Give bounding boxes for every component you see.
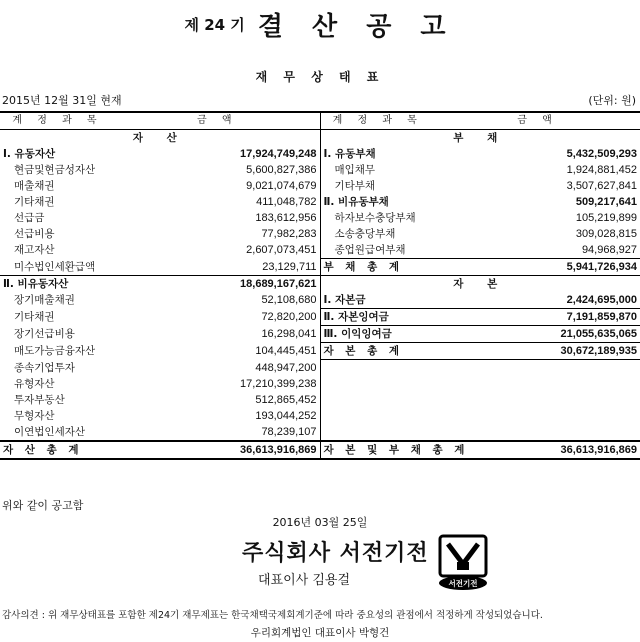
- section-header: 자 본: [320, 276, 640, 293]
- account-amount: 5,432,509,293: [566, 148, 637, 160]
- account-amount: 18,689,167,621: [115, 276, 320, 293]
- empty-cell: [320, 408, 435, 424]
- table-row: [0, 242, 640, 259]
- account-name: Ⅱ. 자본잉여금: [320, 309, 435, 326]
- account-name: 기타부채: [320, 178, 435, 194]
- table-row: [0, 130, 640, 147]
- fiscal-period: 제 24 기: [184, 16, 245, 34]
- account-name: 현금및현금성자산: [14, 164, 96, 176]
- table-row: [0, 424, 640, 441]
- account-name: 종속기업투자: [14, 361, 75, 374]
- account-amount: 17,210,399,238: [240, 378, 317, 390]
- account-amount: 17,924,749,248: [240, 148, 317, 160]
- account-name: Ⅰ. 유동자산: [3, 148, 56, 160]
- account-name: 투자부동산: [14, 394, 65, 406]
- announcement-title: [0, 6, 640, 42]
- table-row: [0, 309, 640, 326]
- col-header-account: 계 정 과 목: [0, 112, 115, 130]
- table-row: [0, 276, 640, 293]
- col-header-amount: 금 액: [435, 112, 640, 130]
- account-amount: 52,108,680: [261, 294, 317, 307]
- company-seal-logo: [437, 534, 489, 590]
- col-header-account: 계 정 과 목: [320, 112, 435, 130]
- table-row: [0, 292, 640, 309]
- seal-text: 서전기전: [448, 579, 478, 588]
- account-name: 유형자산: [14, 378, 55, 390]
- col-header-amount: 금 액: [115, 112, 320, 130]
- account-amount: 104,445,451: [255, 345, 317, 357]
- asset-total-amount: 36,613,916,869: [115, 441, 320, 459]
- account-name: 매출채권: [14, 180, 55, 192]
- table-row: [0, 392, 640, 408]
- account-amount: 2,424,695,000: [566, 294, 637, 306]
- account-amount: 78,239,107: [261, 426, 317, 438]
- account-amount: 309,028,815: [575, 228, 637, 240]
- table-row: [0, 146, 640, 162]
- statement-title: 재 무 상 태 표: [255, 70, 385, 84]
- account-amount: 512,865,452: [255, 394, 317, 406]
- account-amount: 183,612,956: [255, 212, 317, 224]
- account-amount: 411,048,782: [256, 196, 317, 208]
- account-name: Ⅲ. 이익잉여금: [320, 326, 435, 343]
- account-name: 기타채권: [14, 311, 55, 323]
- total-label: 부 채 총 계: [320, 259, 435, 276]
- table-row: [0, 343, 640, 360]
- account-amount: 7,191,859,870: [435, 309, 640, 326]
- empty-cell: [435, 360, 640, 377]
- table-row: [0, 376, 640, 392]
- account-amount: 193,044,252: [255, 410, 317, 422]
- closing-text: 위와 같이 공고함: [2, 499, 84, 512]
- table-row: [0, 210, 640, 226]
- company-name: 주식회사 서전기전: [242, 541, 429, 566]
- grand-total-row: [0, 441, 640, 459]
- table-header-row: [0, 112, 640, 130]
- account-name: Ⅱ. 비유동부채: [320, 194, 435, 210]
- empty-cell: [435, 408, 640, 424]
- empty-cell: [435, 376, 640, 392]
- table-row: [0, 226, 640, 242]
- total-amount: 5,941,726,934: [435, 259, 640, 276]
- account-name: 매도가능금융자산: [14, 345, 96, 357]
- empty-cell: [320, 376, 435, 392]
- auditor-signature: 우리회계법인 대표이사 박형건: [250, 627, 390, 639]
- account-name: 장기선급비용: [14, 328, 75, 340]
- table-row: [0, 408, 640, 424]
- account-name: Ⅰ. 유동부채: [320, 146, 435, 162]
- table-row: [0, 194, 640, 210]
- table-row: [0, 326, 640, 343]
- account-name: 기타채권: [14, 196, 55, 208]
- empty-cell: [320, 392, 435, 408]
- account-name: Ⅱ. 비유동자산: [0, 276, 115, 293]
- account-amount: 5,600,827,386: [246, 164, 317, 176]
- account-name: 이연법인세자산: [14, 426, 86, 438]
- account-amount: 72,820,200: [261, 311, 317, 323]
- account-amount: 21,055,635,065: [435, 326, 640, 343]
- asset-total-label: 자 산 총 계: [0, 441, 115, 459]
- table-row: [0, 259, 640, 276]
- account-amount: 94,968,927: [581, 244, 637, 256]
- account-name: 선급비용: [14, 228, 55, 240]
- empty-cell: [435, 392, 640, 408]
- unit-label: (단위: 원): [588, 94, 636, 107]
- page-title: 결 산 공 고: [257, 12, 456, 42]
- account-name: 선급금: [14, 212, 45, 224]
- grand-total-amount: 36,613,916,869: [435, 441, 640, 459]
- account-amount: 1,924,881,452: [566, 164, 637, 176]
- balance-sheet-table: [0, 111, 640, 460]
- ceo-name: 대표이사 김용걸: [258, 573, 351, 588]
- account-name: 소송충당부채: [320, 226, 435, 242]
- section-header: 부 채: [320, 130, 640, 147]
- as-of-date: 2015년 12월 31일 현재: [2, 94, 122, 107]
- account-name: 매입채무: [320, 162, 435, 178]
- account-amount: 77,982,283: [261, 228, 317, 240]
- account-name: 미수법인세환급액: [14, 260, 96, 273]
- account-name: 무형자산: [14, 410, 55, 422]
- account-amount: 3,507,627,841: [566, 180, 637, 192]
- total-label: 자 본 총 계: [320, 343, 435, 360]
- account-amount: 16,298,041: [261, 328, 317, 340]
- account-name: 재고자산: [14, 244, 55, 257]
- table-row: [0, 178, 640, 194]
- audit-opinion: 감사의견 : 위 재무상태표를 포함한 제24기 재무제표는 한국채택국제회계기준에 따라 중요성의 관점에서 적정하게 작성되었습니다.: [2, 610, 543, 621]
- empty-cell: [320, 424, 435, 441]
- section-header: 자 산: [132, 132, 187, 144]
- account-name: 장기매출채권: [14, 294, 75, 307]
- account-amount: 2,607,073,451: [246, 244, 317, 257]
- table-row: [0, 360, 640, 377]
- table-row: [0, 162, 640, 178]
- account-amount: 448,947,200: [255, 361, 317, 374]
- empty-cell: [320, 360, 435, 377]
- account-name: 하자보수충당부채: [320, 210, 435, 226]
- account-amount: 23,129,711: [262, 260, 317, 273]
- account-name: Ⅰ. 자본금: [320, 292, 435, 309]
- empty-cell: [435, 424, 640, 441]
- account-amount: 509,217,641: [575, 196, 637, 208]
- account-name: 종업원급여부채: [320, 242, 435, 259]
- account-amount: 9,021,074,679: [246, 180, 317, 192]
- grand-total-label: 자 본 및 부 채 총 계: [320, 441, 435, 459]
- publication-date: 2016년 03월 25일: [272, 516, 368, 529]
- account-amount: 105,219,899: [575, 212, 637, 224]
- total-amount: 30,672,189,935: [435, 343, 640, 360]
